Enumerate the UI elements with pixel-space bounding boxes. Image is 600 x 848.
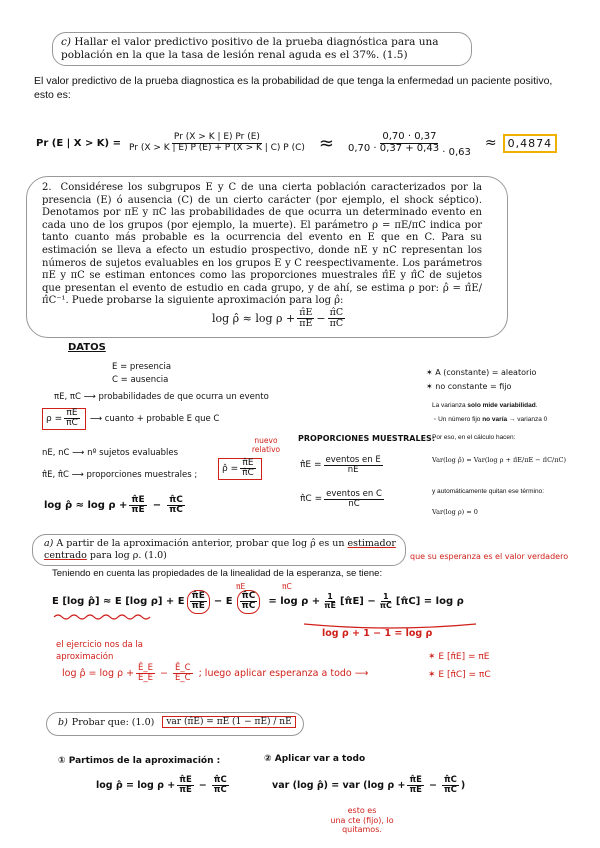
esp-r1-term: [π̂E] − [339,596,376,608]
esp-e-e: ✶ E [π̂E] = πE [428,652,490,662]
side-auto: y automáticamente quitan ese término: [432,488,545,495]
var-note-l3: quitamos. [342,825,382,834]
var-title-bold: solo mide variabilidad [467,402,536,409]
prop-e-num: eventos en E [325,455,381,465]
log-f2-num: π̂C [169,495,183,505]
s1-frac2 [212,776,229,795]
s1-f1-den: πE [179,784,192,795]
hat-frac2 [173,664,193,683]
prop-c-frac [324,490,384,509]
esp-pi-c-label: πC [282,582,292,591]
esp-f1-num: π̂E [191,591,205,601]
esp-pi-e-label: πE [236,582,246,591]
vp-intro: El valor predictivo de la prueba diagnostica es la probabilidad de que tenga la enfermedad un paciente positivo, esto es: [34,75,553,101]
var-title-pre: La varianza [432,402,468,409]
datos-n-def: nE, nC ⟶ nº sujetos evaluables [42,448,179,458]
bayes-approx2: ≈ [484,135,497,151]
bayes-den2b: · 0,63 [442,146,471,158]
q2-f2-den: πC [329,317,344,329]
bayes-lhs: Pr (E | X > K) = [36,137,121,149]
s2-close: ) [460,779,466,791]
question-a-underlined: estimador centrado [44,538,396,561]
question-b-formula: var (π̂E) = πE (1 − πE) / nE [162,716,295,728]
question-c-label: c) [61,36,71,48]
question-2 [42,182,482,308]
question-a [44,538,404,562]
var-step-2-formula [272,776,465,795]
question-a-note: que su esperanza es el valor verdadero [410,552,569,561]
prop-c-lhs: π̂C = [300,494,323,505]
question-b [58,716,296,728]
esp-lhs: E [log ρ̂] ≈ E [log ρ] + E [52,596,185,608]
side-bullet [434,416,547,423]
q2-formula-lhs: log ρ̂ ≈ log ρ + [212,311,296,325]
q2-f1-den: πE [299,317,313,329]
esp-r2-term: [π̂C] = log ρ [395,596,464,608]
hat-post: ; luego aplicar esperanza a todo ⟶ [198,667,369,679]
datos-title: DATOS [68,342,106,353]
s2-frac1 [407,776,424,795]
proporciones-title: PROPORCIONES MUESTRALES: [298,434,436,443]
question-c-text: Hallar el valor predictivo positivo de la prueba diagnóstica para una población en la que la tasa de lesión renal aguda es el 37%. (1.5) [61,36,439,61]
bayes-approx: ≈ [318,132,334,154]
esp-r1 [322,593,338,611]
q2-formula-frac1 [297,308,314,329]
prop-c-den: nC [348,498,360,509]
bayes-den2a: 0,70 · 0,37 + 0,43 [347,142,440,154]
s2-frac2 [442,776,459,795]
bullet-bold: no varía [482,416,508,423]
esp-sum: log ρ + 1 − 1 = log ρ [322,628,433,639]
esp-note-l1: el ejercicio nos da la [56,640,143,650]
log-approx-frac1 [129,496,146,516]
esp-rhs: = log ρ + [268,596,321,608]
nuevo-relativo-note: nuevo relativo [251,436,281,454]
s1-f2-den: πC [213,784,227,795]
question-2-number: 2. [42,182,52,193]
esperanza-intro: Teniendo en cuenta las propiedades de la linealidad de la esperanza, se tiene: [52,568,383,579]
datos-rhohat [218,458,262,480]
bayes-num2: 0,70 · 0,37 [382,131,437,142]
var-step-1-formula [96,776,231,795]
side-eq1: Var(log ρ̂) = Var(log ρ + π̂E/πE − π̂C/πC) [432,456,567,464]
var-note-l1: esto es [347,806,377,815]
prop-e-den: nE [347,464,359,475]
question-2-text: Considérese los subgrupos E y C de una cierta población caracterizados por la presencia (E) ó ausencia (C) de un cierto carácter (por ejemplo, el shock séptico). Denotamos por πE y πC las probabilidades de que ocurra un determinado evento en cada uno de los grupos (por ejemplo, la muerte). El parámetro ρ = πE/πC indica por tanto cuanto más probable es la ocurrencia del evento en E que en C. Para su estimación se lleva a efecto un estudio prospectivo, donde nE y nC representan los números de sujetos evaluables en los grupos E y C reespectivamente. Los parámetros πE y πC se estiman entonces como las proporciones muestrales π̂E y π̂C de sujetos que presentan el evento de estudio en cada grupo, y de ahí, se estima ρ por: ρ̂ = π̂E/π̂C⁻¹. Puede probarse la siguiente aproximación para log ρ̂: [42,182,482,307]
var-note [322,806,402,835]
var-step-2: ② Aplicar var a todo [264,754,366,764]
esp-f2-num: π̂C [241,591,256,601]
esp-minus: − E [213,596,233,608]
esp-r2-den: πC [379,601,392,611]
prop-c-num: eventos en C [326,489,382,499]
side-var-title [432,402,538,409]
question-b-text: Probar que: (1.0) [71,716,155,728]
esp-frac1 [187,590,210,614]
prop-c [300,490,386,509]
q2-f1-num: π̂E [299,307,313,318]
hat-f1-num: Ê_E [138,663,154,673]
var-note-l2: una cte (fijo), lo [330,815,394,825]
s1-frac1 [177,776,194,795]
s1-f2-num: π̂C [213,775,227,785]
esperanza-formula [52,590,464,614]
s2-lhs: var (log ρ̂) = var (log ρ + [272,779,406,791]
esp-note-l2: aproximación [56,652,114,662]
var-title-post: . [535,402,538,409]
side-note-2: ✶ no constante = fijo [426,382,512,391]
log-approx-lhs: log ρ̂ ≈ log ρ + [44,500,128,512]
wavy-line [54,615,150,619]
hat-f2-den: Ε_C [175,672,191,683]
esp-r1-den: πE [324,601,336,611]
s1-f1-num: π̂E [179,775,192,785]
esp-r1-num: 1 [327,592,333,602]
log-minus: − [152,500,162,512]
side-eq2: Var(log ρ) = 0 [432,508,478,516]
q2-f2-num: π̂C [329,307,344,318]
datos-c-def: C = ausencia [112,375,169,385]
bullet-pre: ◦ Un número fijo [434,416,483,423]
datos-pihat-def: π̂E, π̂C ⟶ proporciones muestrales ; [42,470,198,480]
prop-e [300,456,385,475]
esp-f1-den: πE [191,601,205,612]
s2-f1-num: π̂E [409,775,422,785]
rho-desc: ⟶ cuanto + probable E que C [89,413,220,424]
q2-minus: − [316,311,326,325]
datos-rho [42,408,219,430]
bayes-formula [36,118,596,168]
log-f2-den: πC [169,505,183,516]
rhohat-num: π̂E [242,458,254,468]
s2-f1-den: πE [409,784,422,795]
side-note-1: ✶ A (constante) = aleatorio [426,368,537,377]
log-f1-num: π̂E [131,495,145,505]
bullet-post: → varianza 0 [507,416,548,423]
hat-minus: − [160,667,169,679]
question-b-label: b) [58,716,68,728]
bayes-result: 0,4874 [503,134,558,153]
rhohat-lhs: ρ̂ = [222,463,239,474]
question-a-label: a) [44,538,54,549]
log-f1-den: πE [131,505,145,516]
datos-log-approx [44,496,187,516]
esp-wavy-underline [52,612,162,622]
esp-hat-formula [62,664,368,683]
bayes-fraction [127,133,307,153]
hat-lhs: log ρ̂ = log ρ + [62,667,135,679]
prop-e-frac [324,456,383,475]
esp-r2-num: 1 [383,592,389,602]
s1-minus: − [198,779,207,791]
side-calc: Por eso, en el cálculo hacen: [432,434,516,441]
bayes-den: Pr (X > K | E) P (E) + P (X > K | C) P (C) [129,142,305,153]
datos-e-def: E = presencia [112,362,172,372]
var-step-1: ① Partimos de la aproximación : [58,756,221,766]
bayes-numeric-fraction [346,131,473,158]
question-a-pre: A partir de la aproximación anterior, probar que log ρ̂ es un [56,538,348,549]
q2-formula-frac2 [328,308,346,329]
prop-e-lhs: π̂E = [300,460,322,471]
s1-lhs: log ρ̂ = log ρ + [96,779,176,791]
esp-r2 [378,593,394,611]
s2-f2-den: πC [443,784,457,795]
hat-f2-num: Ê_C [175,663,191,673]
bayes-num: Pr (X > K | E) Pr (E) [173,132,260,143]
question-2-formula [212,308,347,329]
esp-e-c: ✶ E [π̂C] = πC [428,670,491,680]
question-c-box [52,32,472,66]
hat-frac1 [136,664,155,683]
esp-frac2 [237,590,261,614]
hat-f1-den: Ε_E [138,672,154,683]
rhohat-den: π̂C [242,468,254,479]
esp-f2-den: πC [241,601,256,612]
rho-num: πE [66,408,78,418]
rho-frac [64,409,80,429]
datos-pi-def: πE, πC ⟶ probabilidades de que ocurra un evento [54,392,269,402]
log-approx-frac2 [167,496,185,516]
rho-lhs: ρ = [46,413,63,424]
rhohat-frac [240,459,256,479]
s2-f2-num: π̂C [443,775,457,785]
rho-den: πC [66,418,78,429]
s2-minus: − [428,779,437,791]
question-a-post: para log ρ. (1.0) [86,550,167,561]
